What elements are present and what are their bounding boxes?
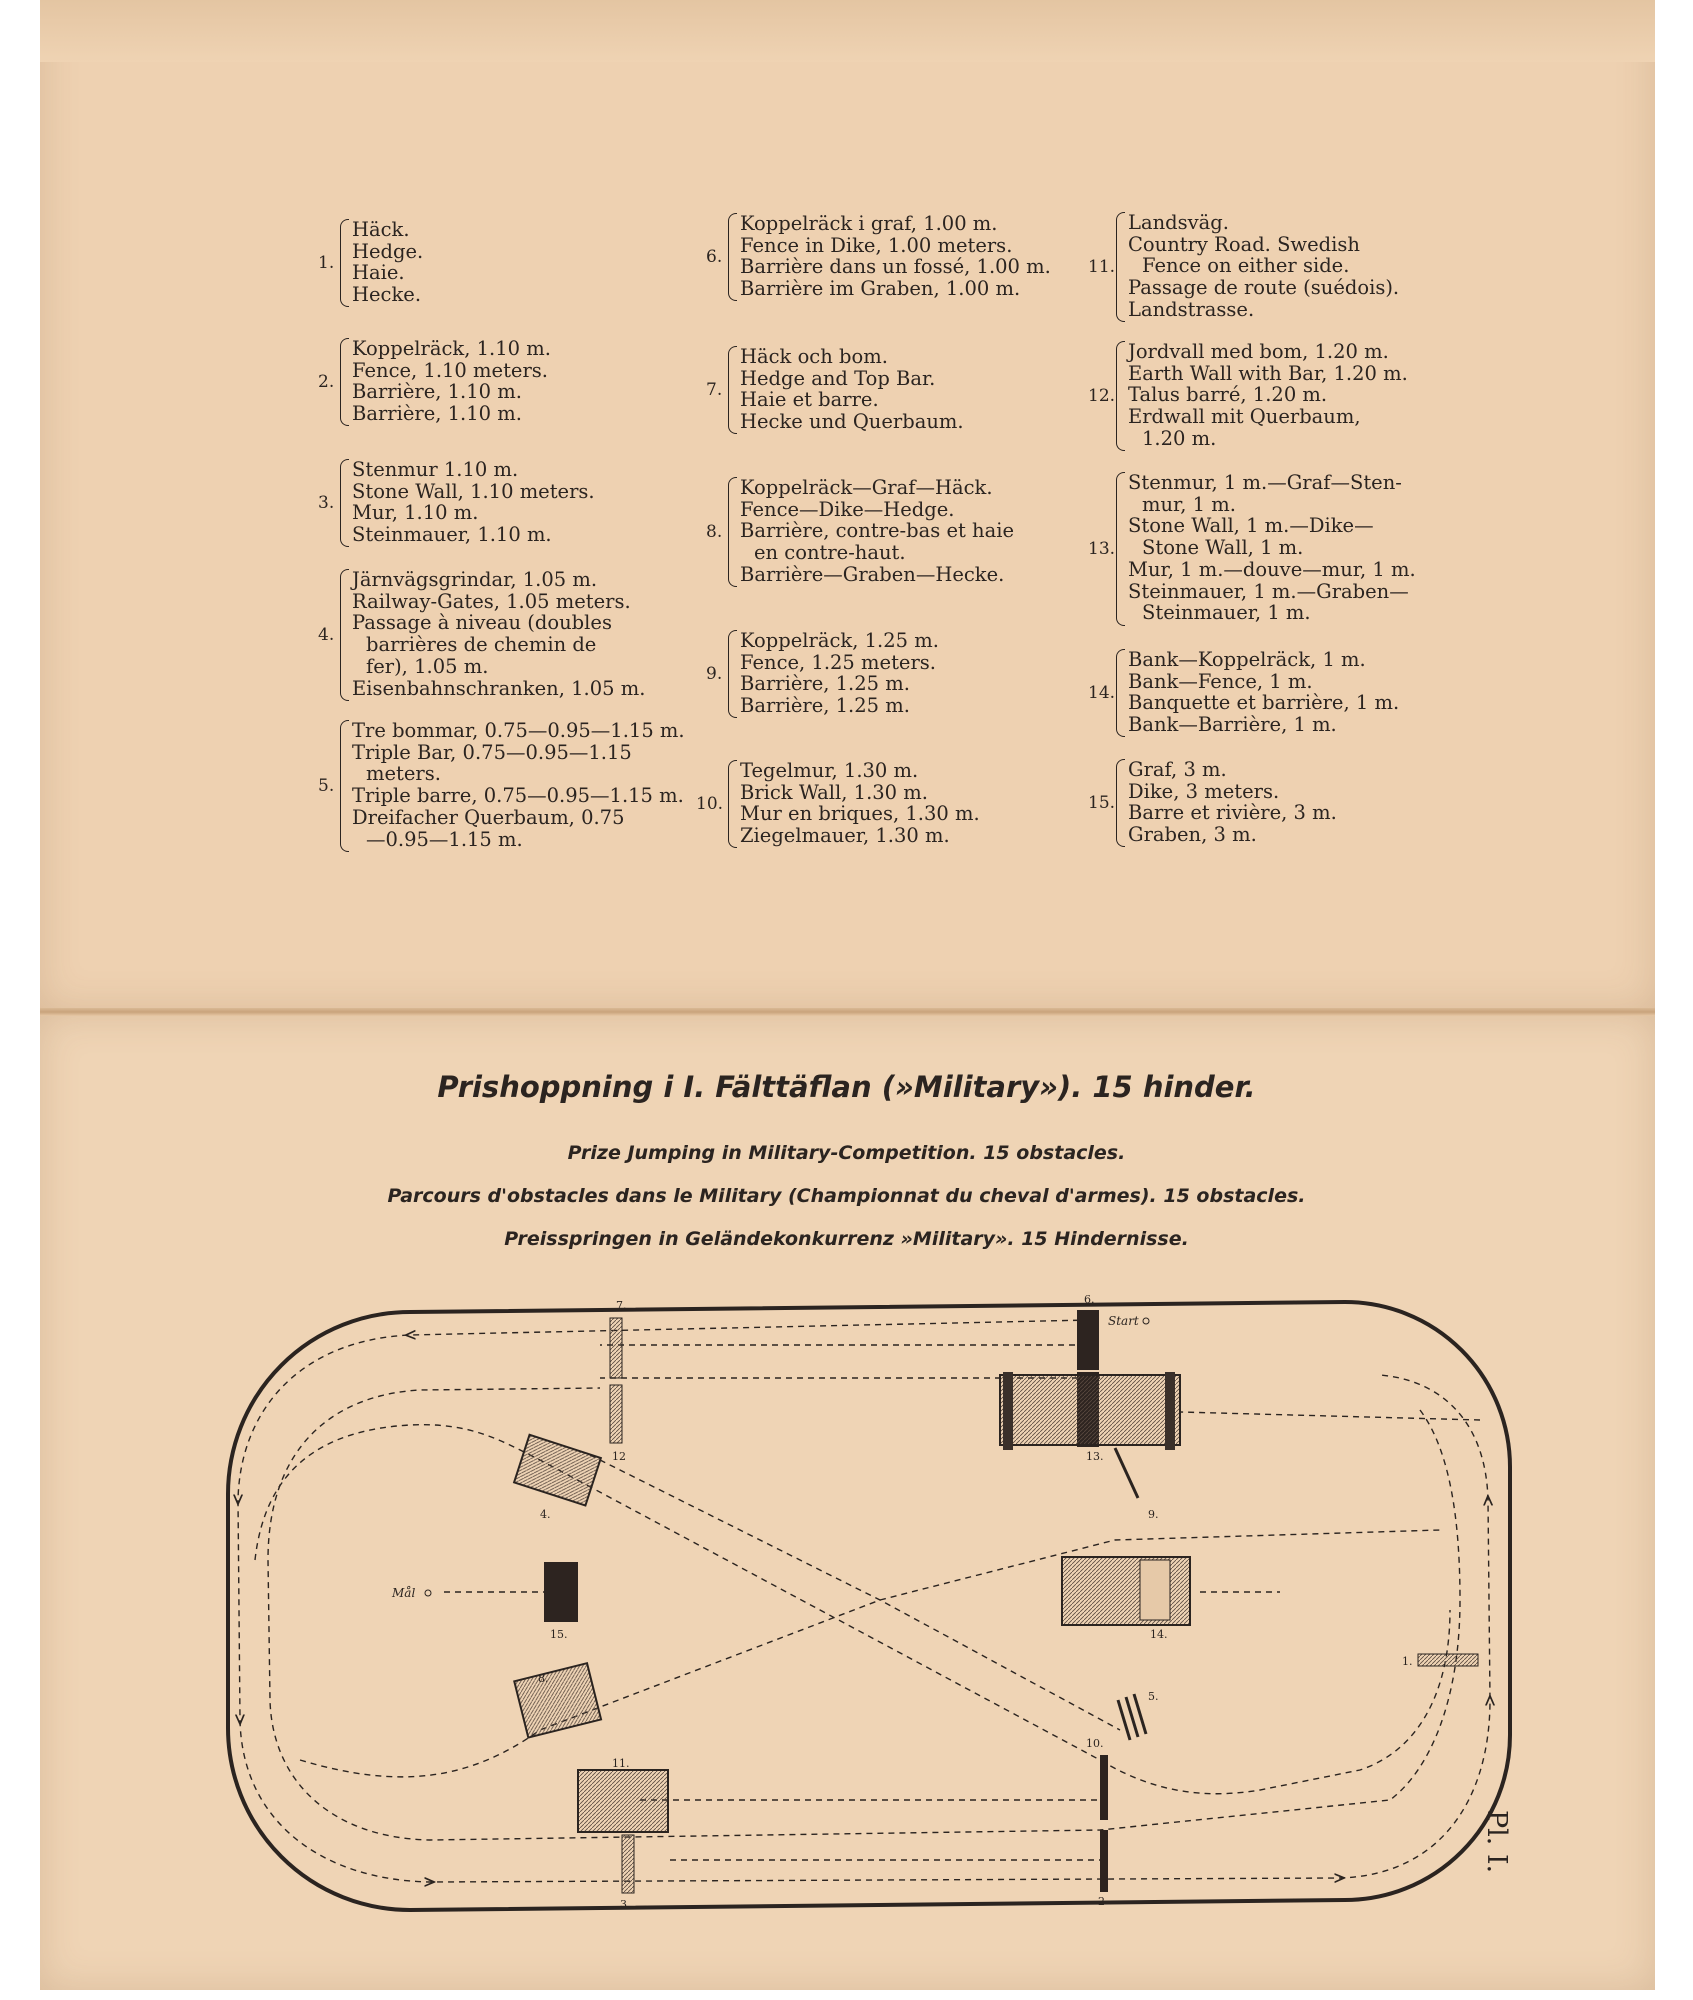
obstacle-line: 1.20 m.	[1142, 426, 1217, 450]
obstacle-line: Stone Wall, 1 m.—Dike—	[1128, 514, 1374, 538]
obstacle-line: Tre bommar, 0.75—0.95—1.15 m.	[352, 719, 685, 742]
obstacle-number: 1.	[318, 253, 335, 273]
obstacle-line: Banquette et barrière, 1 m.	[1128, 691, 1400, 715]
marker-11: 11.	[612, 1757, 630, 1770]
obstacle-line: Graben, 3 m.	[1128, 823, 1257, 847]
obstacle-number: 5.	[318, 776, 335, 796]
obstacle-line: Steinmauer, 1.10 m.	[352, 523, 552, 547]
start-icon	[1143, 1318, 1149, 1324]
obstacle-line: barrières de chemin de	[366, 633, 597, 657]
obstacle-line: Passage à niveau (doubles	[352, 611, 612, 635]
obstacle-number: 14.	[1088, 683, 1116, 703]
plate-number: Pl. I.	[1481, 1810, 1512, 1874]
marker-12: 12	[612, 1450, 626, 1463]
obstacle-number: 10.	[696, 794, 724, 814]
marker-14: 14.	[1150, 1628, 1168, 1641]
obstacle-line: Hecke.	[352, 283, 422, 307]
obstacle-number: 12.	[1088, 386, 1116, 406]
obstacle-line: Bank—Fence, 1 m.	[1128, 669, 1313, 693]
obstacle-line: Stenmur 1.10 m.	[352, 458, 519, 481]
obstacle-line: Bank—Barrière, 1 m.	[1128, 713, 1337, 737]
obstacle-line: Triple barre, 0.75—0.95—1.15 m.	[352, 784, 684, 808]
start-label: Start	[1108, 1314, 1139, 1328]
obstacle-9-marker	[1115, 1448, 1138, 1498]
obstacle-7-12-marker	[610, 1318, 622, 1443]
obstacle-number: 8.	[706, 522, 723, 542]
marker-2: 2	[1098, 1895, 1105, 1908]
obstacle-line: Brick Wall, 1.30 m.	[740, 780, 928, 804]
obstacle-14-marker	[1062, 1557, 1190, 1625]
obstacle-line: Steinmauer, 1 m.—Graben—	[1128, 579, 1409, 603]
obstacle-line: Mur en briques, 1.30 m.	[740, 802, 980, 826]
finish-icon	[425, 1590, 431, 1596]
obstacle-line: Country Road. Swedish	[1128, 232, 1360, 256]
obstacle-number: 3.	[318, 493, 335, 513]
obstacle-line: Graf, 3 m.	[1128, 758, 1227, 781]
course-path-outer	[238, 1320, 1490, 1882]
obstacle-line: Dike, 3 meters.	[1128, 779, 1280, 803]
obstacle-line: Stone Wall, 1.10 meters.	[352, 479, 595, 503]
obstacle-line: Barrière—Graben—Hecke.	[740, 562, 1005, 586]
obstacle-line: Erdwall mit Querbaum,	[1128, 405, 1361, 429]
finish-label: Mål	[392, 1586, 416, 1600]
obstacle-line: Mur, 1 m.—douve—mur, 1 m.	[1128, 557, 1416, 581]
marker-6: 6.	[1084, 1293, 1095, 1306]
obstacle-line: —0.95—1.15 m.	[366, 827, 523, 851]
course-path-loop	[255, 1425, 1450, 1794]
marker-10: 10.	[1086, 1737, 1104, 1750]
course-path-bottom	[640, 1800, 1100, 1860]
obstacle-line: Jordvall med bom, 1.20 m.	[1128, 340, 1389, 363]
obstacle-line: Barrière, contre-bas et haie	[740, 519, 1014, 543]
obstacle-line: Talus barré, 1.20 m.	[1128, 383, 1328, 407]
obstacle-15-marker	[544, 1562, 578, 1622]
obstacle-number: 9.	[706, 664, 723, 684]
obstacle-11-3-marker	[578, 1770, 668, 1893]
obstacle-line: meters.	[366, 762, 441, 786]
obstacle-number: 11.	[1088, 257, 1116, 277]
obstacle-number: 6.	[706, 247, 723, 267]
obstacle-line: Railway-Gates, 1.05 meters.	[352, 589, 631, 613]
title-french: Parcours d'obstacles dans le Military (Championnat du cheval d'armes). 15 obstacles.	[387, 1185, 1306, 1207]
obstacle-line: Fence in Dike, 1.00 meters.	[740, 233, 1013, 257]
obstacle-line: Barrière im Graben, 1.00 m.	[740, 277, 1021, 301]
obstacle-line: Landsväg.	[1128, 211, 1229, 234]
marker-8: 8.	[538, 1672, 549, 1685]
obstacle-line: Tegelmur, 1.30 m.	[740, 759, 919, 782]
marker-13: 13.	[1086, 1450, 1104, 1463]
marker-15: 15.	[550, 1628, 568, 1641]
marker-3: 3	[620, 1898, 627, 1911]
obstacle-line: Koppelräck, 1.10 m.	[352, 337, 551, 360]
obstacle-line: Steinmauer, 1 m.	[1142, 601, 1311, 625]
obstacle-line: Eisenbahnschranken, 1.05 m.	[352, 676, 646, 700]
obstacle-line: Barrière, 1.25 m.	[740, 694, 910, 718]
course-path-cross-a	[590, 1455, 1120, 1730]
obstacle-number: 4.	[318, 625, 335, 645]
obstacle-line: Fence on either side.	[1142, 254, 1350, 278]
obstacle-line: Stenmur, 1 m.—Graf—Sten-	[1128, 471, 1402, 494]
obstacle-13-marker	[1000, 1372, 1180, 1450]
obstacle-line: Häck.	[352, 218, 410, 241]
obstacle-line: Haie et barre.	[740, 388, 879, 412]
obstacle-line: Stone Wall, 1 m.	[1142, 536, 1304, 560]
obstacle-number: 15.	[1088, 793, 1116, 813]
obstacle-line: Barrière dans un fossé, 1.00 m.	[740, 255, 1051, 279]
obstacle-line: mur, 1 m.	[1142, 492, 1236, 516]
marker-7: 7.	[616, 1299, 627, 1312]
marker-1: 1.	[1402, 1655, 1413, 1668]
obstacle-line: Barre et rivière, 3 m.	[1128, 801, 1337, 825]
obstacle-line: Haie.	[352, 261, 405, 285]
obstacle-number: 2.	[318, 372, 335, 392]
obstacle-line: Fence, 1.25 meters.	[740, 650, 936, 674]
obstacle-5-10-marker	[1118, 1694, 1146, 1740]
title-english: Prize Jumping in Military-Competition. 15 obstacles.	[567, 1142, 1126, 1164]
obstacle-line: Barrière, 1.10 m.	[352, 402, 522, 426]
obstacle-number: 13.	[1088, 539, 1116, 559]
obstacle-line: Barrière, 1.25 m.	[740, 672, 910, 696]
obstacle-line: Triple Bar, 0.75—0.95—1.15	[352, 740, 632, 764]
obstacle-line: Koppelräck, 1.25 m.	[740, 629, 939, 652]
obstacle-line: Barrière, 1.10 m.	[352, 380, 522, 404]
title-swedish: Prishoppning i I. Fälttäflan (»Military»). 15 hinder.	[437, 1070, 1256, 1104]
title-german: Preisspringen in Geländekonkurrenz »Military». 15 Hindernisse.	[504, 1228, 1189, 1250]
obstacle-4-marker	[514, 1435, 601, 1506]
obstacle-8-marker	[514, 1663, 601, 1737]
obstacle-line: Koppelräck i graf, 1.00 m.	[740, 212, 998, 235]
obstacle-2-marker	[1100, 1755, 1108, 1892]
marker-4: 4.	[540, 1508, 551, 1521]
obstacle-1-marker	[1418, 1654, 1478, 1666]
obstacle-line: Bank—Koppelräck, 1 m.	[1128, 648, 1366, 671]
obstacle-line: Earth Wall with Bar, 1.20 m.	[1128, 361, 1408, 385]
course-path-cross-b	[300, 1530, 1440, 1777]
obstacle-line: Mur, 1.10 m.	[352, 501, 479, 525]
marker-5: 5.	[1148, 1690, 1159, 1703]
arena-outline	[228, 1302, 1510, 1910]
obstacle-line: Hecke und Querbaum.	[740, 410, 964, 434]
obstacle-line: Hedge.	[352, 239, 424, 263]
obstacle-line: Landstrasse.	[1128, 297, 1255, 321]
obstacle-line: Fence, 1.10 meters.	[352, 358, 548, 382]
obstacle-line: Dreifacher Querbaum, 0.75	[352, 805, 625, 829]
obstacle-line: en contre-haut.	[754, 541, 906, 565]
marker-9: 9.	[1148, 1508, 1159, 1521]
obstacle-line: Järnvägsgrindar, 1.05 m.	[352, 568, 598, 591]
obstacle-number: 7.	[706, 380, 723, 400]
obstacle-line: Koppelräck—Graf—Häck.	[740, 476, 993, 499]
obstacle-line: Ziegelmauer, 1.30 m.	[740, 824, 950, 848]
obstacle-line: Fence—Dike—Hedge.	[740, 497, 955, 521]
obstacle-line: Hedge and Top Bar.	[740, 366, 936, 390]
obstacle-line: Häck och bom.	[740, 345, 888, 368]
obstacle-line: fer), 1.05 m.	[366, 654, 489, 678]
obstacle-line: Passage de route (suédois).	[1128, 276, 1400, 300]
